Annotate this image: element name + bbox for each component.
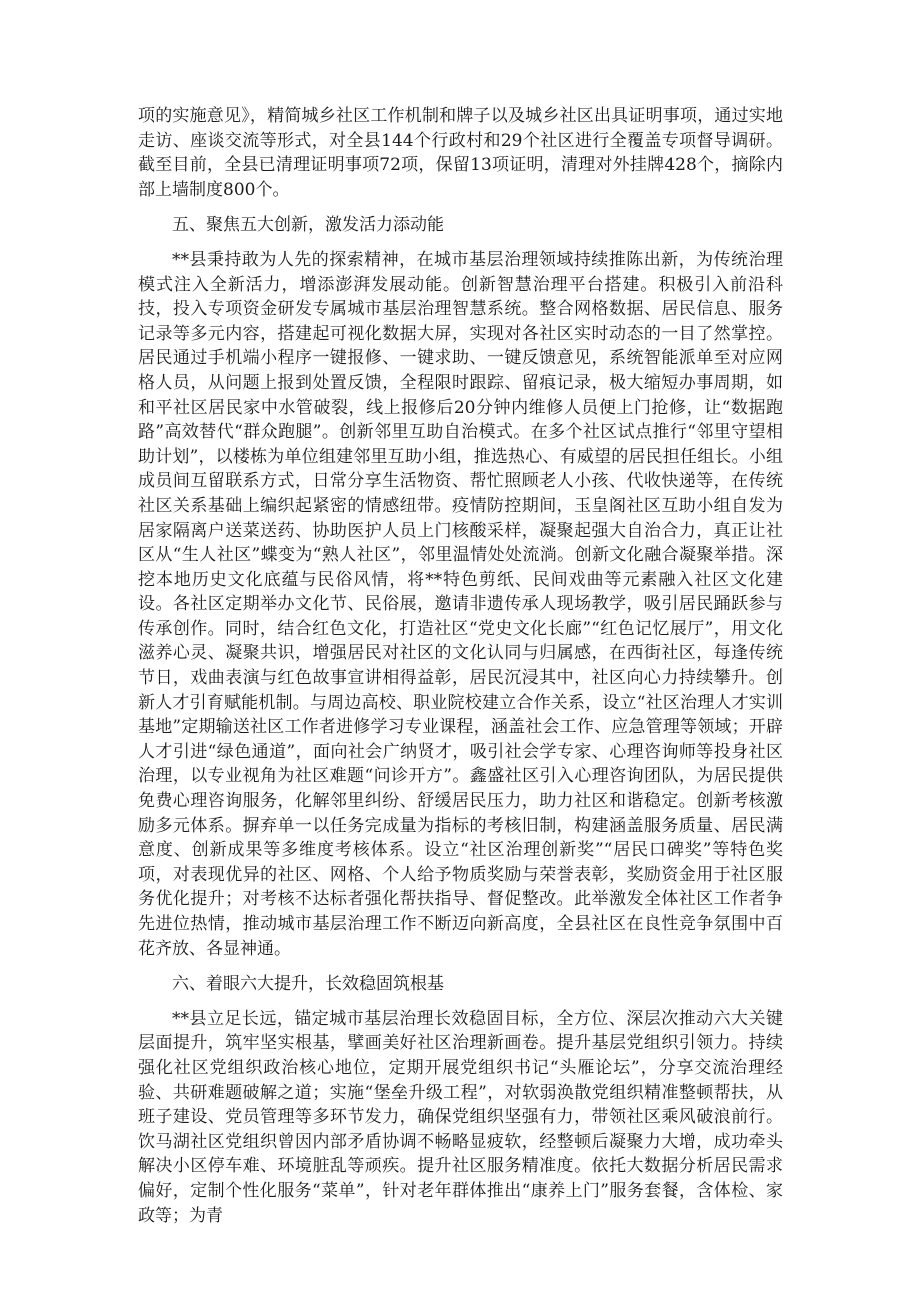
section-heading-6: 六、着眼六大提升，长效稳固筑根基: [172, 974, 444, 995]
section-6-paragraph: **县立足长远，锚定城市基层治理长效稳固目标，全方位、深层次推动六大关键层面提升，筑牢坚实根基，擘画美好社区治理新画卷。提升基层党组织引领力。持续强化社区党组织政治核心地位，定期开展党组织书记“头雁论坛”，分享交流治理经验、共研难题破解之道；实施“堡垒升级工程”，对软弱涣散党组织精准整顿帮扶，从班子建设、党员管理等多环节发力，确保党组织坚强有力，带领社区乘风破浪前行。饮马湖社区党组织曾因内部矛盾协调不畅略显疲软，经整顿后凝聚力大增，成功牵头解决小区停车难、环境脏乱等顽疾。提升社区服务精准度。依托大数据分析居民需求偏好，定制个性化服务“菜单”，针对老年群体推出“康养上门”服务套餐，含体检、家政等；为青: [138, 1008, 783, 1226]
section-5-paragraph: **县秉持敢为人先的探索精神，在城市基层治理领域持续推陈出新，为传统治理模式注入全新活力，增添澎湃发展动能。创新智慧治理平台搭建。积极引入前沿科技，投入专项资金研发专属城市基层治理智慧系统。整合网格数据、居民信息、服务记录等多元内容，搭建起可视化数据大屏，实现对各社区实时动态的一目了然掌控。居民通过手机端小程序一键报修、一键求助、一键反馈意见，系统智能派单至对应网格人员，从问题上报到处置反馈，全程限时跟踪、留痕记录，极大缩短办事周期，如和平社区居民家中水管破裂，线上报修后20分钟内维修人员便上门抢修，让“数据跑路”高效替代“群众跑腿”。创新邻里互助自治模式。在多个社区试点推行“邻里守望相助计划”，以楼栋为单位组建邻里互助小组，推选热心、有威望的居民担任组长。小组成员间互留联系方式，日常分享生活物资、帮忙照顾老人小孩、代收快递等，在传统社区关系基础上编织起紧密的情感纽带。疫情防控期间，玉皇阁社区互助小组自发为居家隔离户送菜送药、协助医护人员上门核酸采样，凝聚起强大自治合力，真正让社区从“生人社区”蝶变为“熟人社区”，邻里温情处处流淌。创新文化融合凝聚举措。深挖本地历史文化底蕴与民俗风情，将**特色剪纸、民间戏曲等元素融入社区文化建设。各社区定期举办文化节、民俗展，邀请非遗传承人现场教学，吸引居民踊跃参与传承创作。同时，结合红色文化，打造社区“党史文化长廊”“红色记忆展厅”，用文化滋养心灵、凝聚共识，增强居民对社区的文化认同与归属感，在西街社区，每逢传统节日，戏曲表演与红色故事宣讲相得益彰，居民沉浸其中，社区向心力持续攀升。创新人才引育赋能机制。与周边高校、职业院校建立合作关系，设立“社区治理人才实训基地”定期输送社区工作者进修学习专业课程，涵盖社会工作、应急管理等领域；开辟人才引进“绿色通道”，面向社会广纳贤才，吸引社会学专家、心理咨询师等投身社区治理，以专业视角为社区难题“问诊开方”。鑫盛社区引入心理咨询团队，为居民提供免费心理咨询服务，化解邻里纠纷、舒缓居民压力，助力社区和谐稳定。创新考核激励多元体系。摒弃单一以任务完成量为指标的考核旧制，构建涵盖服务质量、居民满意度、创新成果等多维度考核体系。设立“社区治理创新奖”“居民口碑奖”等特色奖项，对表现优异的社区、网格、个人给予物质奖励与荣誉表彰，奖励资金用于社区服务优化提升；对考核不达标者强化帮扶指导、督促整改。此举激发全体社区工作者争先进位热情，推动城市基层治理工作不断迈向新高度，全县社区在良性竞争氛围中百花齐放、各显神通。: [138, 249, 783, 959]
document-page: [138, 104, 783, 1228]
continuation-paragraph: 项的实施意见》，精简城乡社区工作机制和牌子以及城乡社区出具证明事项，通过实地走访、座谈交流等形式，对全县144个行政村和29个社区进行全覆盖专项督导调研。截至目前，全县已清理证明事项72项，保留13项证明，清理对外挂牌428个，摘除内部上墙制度800个。: [138, 106, 783, 200]
section-heading-5: 五、聚焦五大创新，激发活力添动能: [172, 215, 444, 236]
